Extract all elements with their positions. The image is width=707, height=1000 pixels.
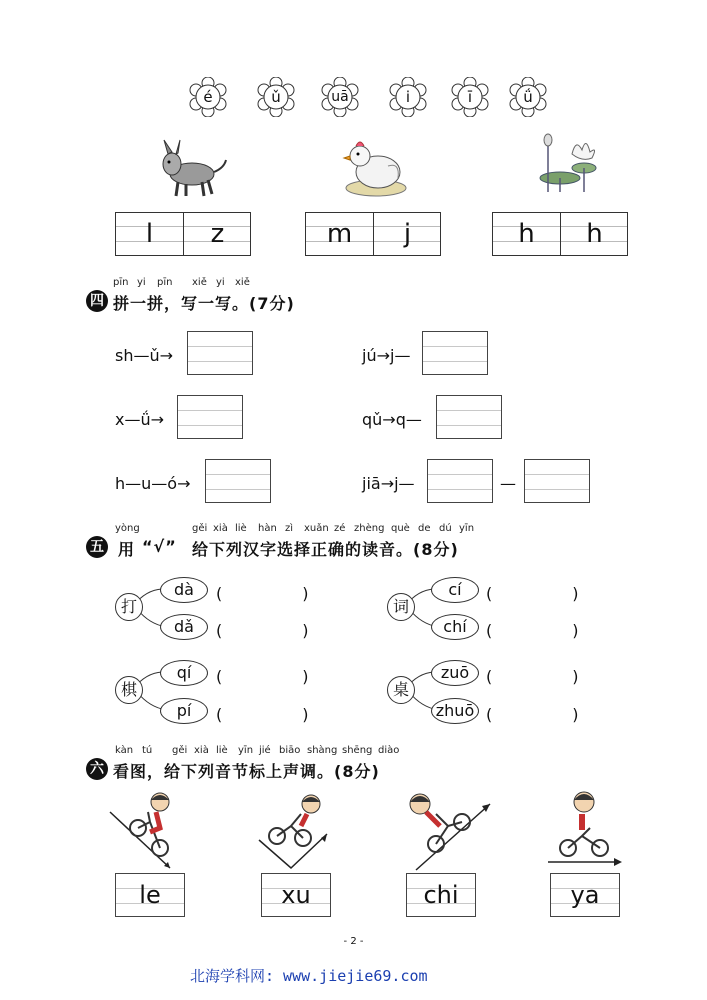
spell-item: jú→j—	[362, 346, 411, 365]
pinyin-option: pí	[160, 698, 208, 724]
ruby: liè	[235, 523, 247, 534]
ruby-xie: xiě	[192, 277, 207, 288]
syllable-text: ya	[570, 881, 600, 909]
flower-badge	[188, 77, 228, 117]
pinyin-option: chí	[431, 614, 479, 640]
pinyin-input-box[interactable]: z	[210, 219, 225, 249]
cyclist-uphill-illustration	[398, 786, 498, 876]
flower-text: ī	[467, 88, 473, 106]
flower-badge	[388, 77, 428, 117]
section-number: 六	[86, 758, 108, 780]
ruby-yi: yi	[216, 277, 225, 288]
write-box[interactable]	[187, 331, 253, 375]
pinyin-option: zuō	[431, 660, 479, 686]
section-title-part: 用	[118, 540, 136, 559]
cyclist-downhill-illustration	[108, 790, 178, 874]
answer-paren[interactable]: ( )	[216, 667, 309, 686]
ruby: kàn	[115, 745, 134, 756]
ruby: xià	[213, 523, 228, 534]
syllable-text: chi	[423, 881, 459, 909]
write-box[interactable]	[205, 459, 271, 503]
section-title: 拼一拼，写一写。(7分)	[113, 294, 295, 313]
ruby: zì	[285, 523, 294, 534]
write-box[interactable]	[436, 395, 502, 439]
flower-text: i	[405, 88, 411, 106]
flower-badge	[256, 77, 296, 117]
pinyin-option: qí	[160, 660, 208, 686]
ruby: zhèng	[354, 523, 385, 534]
cyclist-flat-illustration	[546, 786, 626, 870]
hanzi-circle: 打	[115, 593, 143, 621]
pinyin-input-box[interactable]: h	[586, 219, 603, 249]
ruby: gěi	[192, 523, 208, 534]
ruby: liè	[216, 745, 228, 756]
pinyin-initial: h	[518, 219, 535, 249]
syllable-text: xu	[281, 881, 311, 909]
pinyin-box-donkey	[115, 212, 251, 256]
section-title: 看图，给下列音节标上声调。(8分)	[113, 762, 380, 781]
hanzi-circle: 桌	[387, 676, 415, 704]
ruby-pin: pīn	[113, 277, 129, 288]
flower-badge	[320, 77, 360, 117]
spell-item: h—u—ó→	[115, 474, 191, 493]
cyclist-valley-illustration	[255, 790, 335, 874]
answer-paren[interactable]: ( )	[216, 705, 309, 724]
answer-paren[interactable]: ( )	[216, 621, 309, 640]
flower-text: uā	[331, 89, 349, 105]
dash: —	[500, 474, 516, 493]
pinyin-option: cí	[431, 577, 479, 603]
pinyin-option: dǎ	[160, 614, 208, 640]
syllable-box[interactable]	[550, 873, 620, 917]
pinyin-option: dà	[160, 577, 208, 603]
answer-paren[interactable]: ( )	[486, 667, 579, 686]
ruby: què	[391, 523, 410, 534]
ruby: biāo	[279, 745, 301, 756]
ruby: xuǎn	[304, 523, 329, 534]
pinyin-box-hen	[305, 212, 441, 256]
spell-item: sh—ǔ→	[115, 346, 174, 365]
ruby: yīn	[238, 745, 254, 756]
write-box[interactable]	[524, 459, 590, 503]
flower-text: é	[203, 88, 213, 106]
write-box[interactable]	[177, 395, 243, 439]
section-number: 五	[86, 536, 108, 558]
hanzi-circle: 棋	[115, 676, 143, 704]
answer-paren[interactable]: ( )	[486, 584, 579, 603]
donkey-illustration	[150, 138, 230, 200]
pinyin-initial: l	[145, 219, 154, 249]
ruby: zé	[334, 523, 346, 534]
ruby-pin: pīn	[157, 277, 173, 288]
ruby: shàng	[307, 745, 338, 756]
ruby: yīn	[459, 523, 475, 534]
pinyin-input-box[interactable]: j	[403, 219, 412, 249]
ruby: yòng	[115, 523, 140, 534]
ruby-xie: xiě	[235, 277, 250, 288]
ruby-yi: yi	[137, 277, 146, 288]
page-number: - 2 -	[343, 936, 364, 947]
write-box[interactable]	[422, 331, 488, 375]
ruby: gěi	[172, 745, 188, 756]
pinyin-box-lotus	[492, 212, 628, 256]
syllable-box[interactable]	[406, 873, 476, 917]
pinyin-initial: m	[326, 219, 353, 249]
flower-badge	[450, 77, 490, 117]
section-title-part: 给下列汉字选择正确的读音。(8分)	[192, 540, 459, 559]
hanzi-circle: 词	[387, 593, 415, 621]
answer-paren[interactable]: ( )	[486, 621, 579, 640]
pinyin-option: zhuō	[431, 698, 479, 724]
ruby: de	[418, 523, 431, 534]
ruby: dú	[439, 523, 452, 534]
ruby: diào	[378, 745, 400, 756]
flower-text: ǔ	[271, 88, 281, 106]
flower-badge	[508, 77, 548, 117]
syllable-box[interactable]	[115, 873, 185, 917]
spell-item: jiā→j—	[362, 474, 415, 493]
answer-paren[interactable]: ( )	[216, 584, 309, 603]
lotus-illustration	[528, 132, 602, 198]
ruby: tú	[142, 745, 153, 756]
answer-paren[interactable]: ( )	[486, 705, 579, 724]
spell-item: x—ǘ→	[115, 410, 165, 429]
write-box[interactable]	[427, 459, 493, 503]
ruby: shēng	[342, 745, 373, 756]
spell-item: qǔ→q—	[362, 410, 422, 429]
section-number: 四	[86, 290, 108, 312]
ruby: jié	[259, 745, 271, 756]
footer-link[interactable]: 北海学科网: www.jiejie69.com	[190, 967, 428, 985]
flower-text: ǘ	[523, 88, 533, 106]
section-title-part: “√”	[142, 537, 177, 556]
syllable-box[interactable]	[261, 873, 331, 917]
ruby: xià	[194, 745, 209, 756]
ruby: hàn	[258, 523, 277, 534]
syllable-text: le	[139, 881, 161, 909]
hen-illustration	[338, 136, 414, 198]
